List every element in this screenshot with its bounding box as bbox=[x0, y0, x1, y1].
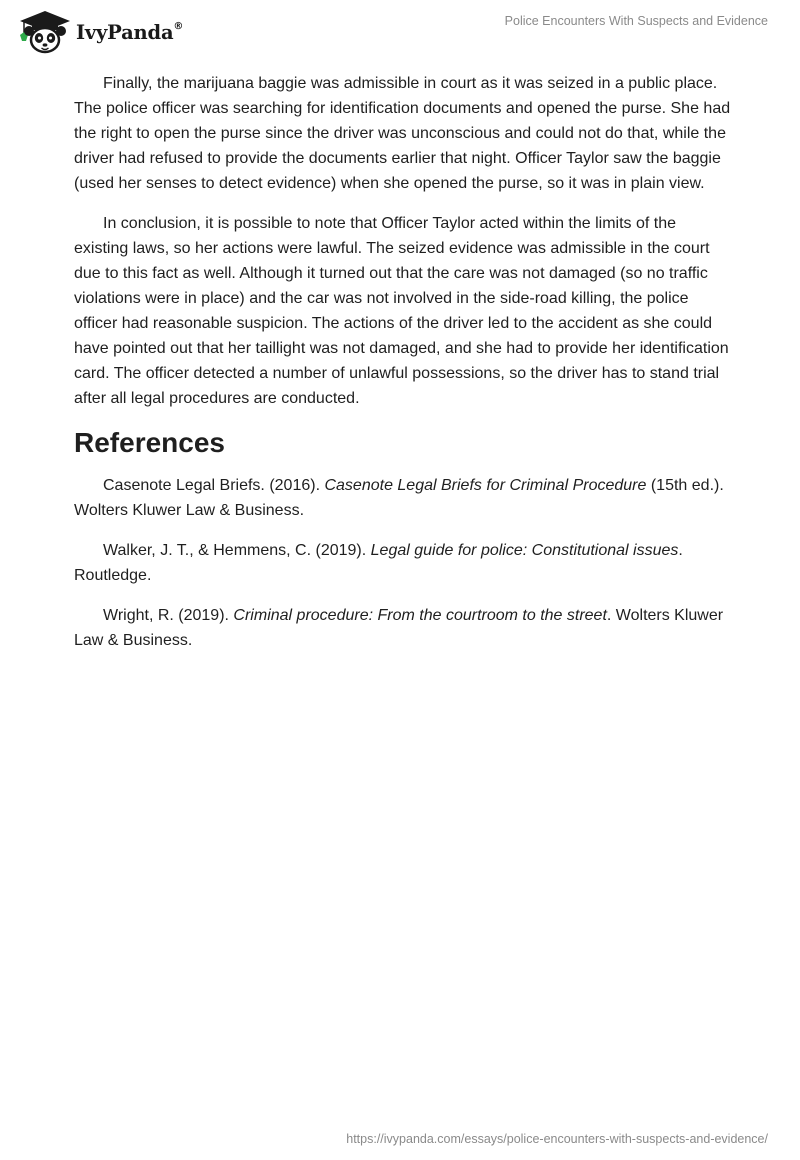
body-paragraph: In conclusion, it is possible to note that Officer Taylor acted within the limits of the existing laws, so her actions were lawful. The seized evidence was admissible in the court due to this fact as well. Although it turned out that the care was not damaged (so no traffic violations were in place) and the car was not involved in the side-road killing, the police officer had reasonable suspicion. The actions of the driver led to the accident as she could have pointed out that her taillight was not damaged, and she had to provide her identification card. The officer detected a number of unlawful possessions, so the driver has to stand trial after all legal procedures are conducted. bbox=[74, 215, 729, 407]
reference-item: Casenote Legal Briefs. (2016). Casenote Legal Briefs for Criminal Procedure (15th ed.). Wolters Kluwer Law & Business. bbox=[74, 477, 724, 519]
reference-title: Criminal procedure: From the courtroom to the street bbox=[233, 607, 607, 624]
brand-logo[interactable] bbox=[14, 8, 183, 54]
page-header bbox=[0, 0, 800, 60]
panda-graduate-icon bbox=[14, 8, 70, 54]
references-heading: References bbox=[74, 427, 225, 458]
body-paragraph: Finally, the marijuana baggie was admissible in court as it was seized in a public place. The police officer was searching for identification documents and opened the purse. She had the right to open the purse since the driver was unconscious and could not do that, while the driver had refused to provide the documents earlier that night. Officer Taylor saw the baggie (used her senses to detect evidence) when she opened the purse, so it was in plain view. bbox=[74, 75, 731, 192]
reference-item: Wright, R. (2019). Criminal procedure: From the courtroom to the street. Wolters Kluwer Law & Business. bbox=[74, 607, 724, 649]
source-url-link[interactable]: https://ivypanda.com/essays/police-encounters-with-suspects-and-evidence/ bbox=[346, 1132, 768, 1146]
document-body bbox=[74, 71, 734, 668]
reference-title: Casenote Legal Briefs for Criminal Procedure bbox=[324, 477, 647, 494]
reference-title: Legal guide for police: Constitutional issues bbox=[370, 542, 679, 559]
document-title: Police Encounters With Suspects and Evidence bbox=[504, 14, 768, 28]
brand-name: IvyPanda® bbox=[76, 20, 184, 44]
reference-item: Walker, J. T., & Hemmens, C. (2019). Legal guide for police: Constitutional issues. Routledge. bbox=[74, 542, 683, 584]
